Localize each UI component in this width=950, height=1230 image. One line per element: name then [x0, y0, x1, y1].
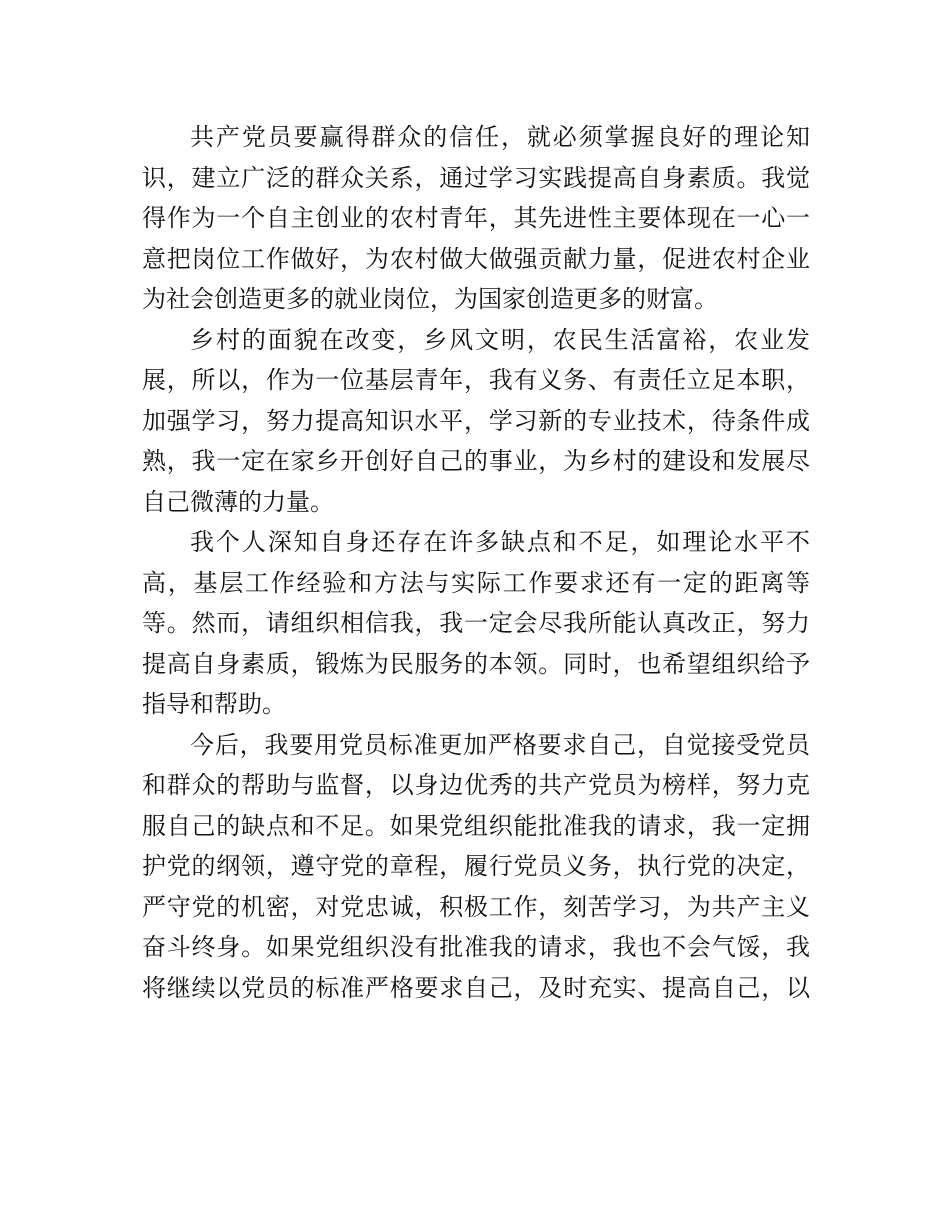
paragraph-3 — [142, 522, 810, 725]
text-line: 和群众的帮助与监督，以身边优秀的共产党员为榜样，努力克 — [142, 771, 810, 799]
text-line: 我个人深知自身还存在许多缺点和不足，如理论水平不 — [190, 528, 810, 556]
paragraph-2 — [142, 320, 810, 523]
text-line: 高，基层工作经验和方法与实际工作要求还有一定的距离等 — [142, 568, 810, 597]
text-line: 今后，我要用党员标准更加严格要求自己，自觉接受党员 — [190, 730, 810, 759]
text-line: 展，所以，作为一位基层青年，我有义务、有责任立足本职， — [142, 366, 810, 394]
text-line: 奋斗终身。如果党组织没有批准我的请求，我也不会气馁，我 — [142, 933, 810, 961]
text-line: 护党的纲领，遵守党的章程，履行党员义务，执行党的决定， — [142, 852, 810, 880]
text-line: 乡村的面貌在改变，乡风文明，农民生活富裕，农业发 — [190, 325, 810, 354]
paragraph-4 — [142, 725, 810, 1009]
paragraph-1 — [142, 117, 810, 320]
text-line: 识，建立广泛的群众关系，通过学习实践提高自身素质。我觉 — [142, 163, 810, 192]
text-line: 严守党的机密，对党忠诚，积极工作，刻苦学习，为共产主义 — [142, 892, 810, 921]
text-line: 共产党员要赢得群众的信任，就必须掌握良好的理论知 — [190, 123, 810, 151]
text-line: 意把岗位工作做好，为农村做大做强贡献力量，促进农村企业 — [142, 244, 810, 273]
text-line: 熟，我一定在家乡开创好自己的事业，为乡村的建设和发展尽 — [142, 447, 810, 475]
text-line: 等。然而，请组织相信我，我一定会尽我所能认真改正，努力 — [142, 609, 810, 637]
text-line: 为社会创造更多的就业岗位，为国家创造更多的财富。 — [142, 285, 718, 313]
text-line: 将继续以党员的标准严格要求自己，及时充实、提高自己，以 — [142, 973, 810, 1002]
text-line: 自己微薄的力量。 — [142, 487, 334, 516]
document-body — [142, 117, 810, 1008]
text-line: 提高自身素质，锻炼为民服务的本领。同时，也希望组织给予 — [142, 649, 810, 678]
text-line: 指导和帮助。 — [142, 690, 286, 718]
text-line: 得作为一个自主创业的农村青年，其先进性主要体现在一心一 — [142, 204, 810, 232]
text-line: 服自己的缺点和不足。如果党组织能批准我的请求，我一定拥 — [142, 811, 810, 840]
text-line: 加强学习，努力提高知识水平，学习新的专业技术，待条件成 — [142, 406, 810, 435]
